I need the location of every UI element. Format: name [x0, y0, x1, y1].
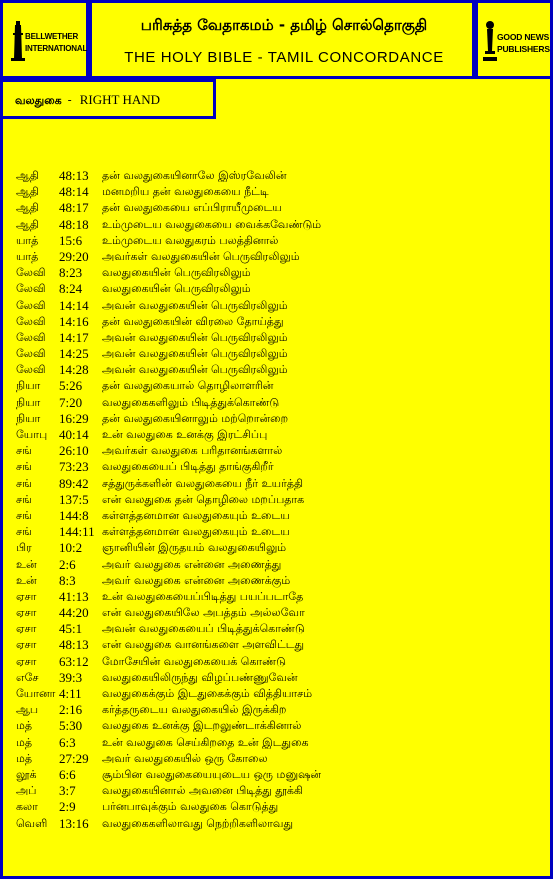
book-name: லேவி — [16, 330, 46, 344]
verse-reference: 5:30 — [59, 718, 83, 734]
book-name: வெளி — [16, 816, 48, 830]
book-name: ஆதி — [16, 185, 39, 199]
book-name: ஆப — [16, 703, 39, 717]
headword-separator: - — [67, 93, 72, 107]
verse-text: அவன் வலதுகையின் பெருவிரலிலும் — [102, 363, 288, 377]
verse-reference: 48:18 — [59, 216, 89, 232]
verse-reference: 48:13 — [59, 637, 89, 653]
book-name: ஏசா — [16, 638, 37, 652]
left-logo-line2: INTERNATIONAL — [25, 44, 88, 53]
book-name: லேவி — [16, 298, 46, 312]
book-name: லூக் — [16, 767, 37, 781]
verse-reference: 2:6 — [59, 556, 76, 572]
verse-reference: 41:13 — [59, 588, 89, 604]
bellwether-logo — [11, 19, 88, 63]
book-name: பிர — [16, 541, 32, 555]
verse-text: அவன் வலதுகையின் பெருவிரலிலும் — [102, 330, 288, 344]
book-name: யோனா — [16, 687, 56, 700]
book-name: மத் — [16, 719, 33, 733]
verse-text: அவர்கள் வலதுகை பரிதானங்களால் — [102, 444, 283, 458]
verse-text: மோசேயின் வலதுகையைக் கொண்டு — [102, 654, 286, 668]
book-name: சங் — [16, 492, 32, 506]
verse-text: உம்முடைய வலதுகரம் பலத்தினால் — [102, 233, 279, 247]
verse-text: கள்ளத்தனமான வலதுகையும் உடைய — [102, 508, 290, 522]
book-name: அப் — [16, 784, 37, 798]
book-name: எசே — [16, 670, 39, 684]
book-name: லேவி — [16, 314, 46, 328]
verse-reference: 14:17 — [59, 329, 89, 345]
verse-text: வலதுகையிலிருந்து விழப்பண்ணுவேன் — [102, 670, 298, 684]
headword-box — [0, 79, 216, 119]
verse-text: அவர் வலதுகையில் ஒரு கோலை — [102, 751, 268, 765]
verse-reference: 16:29 — [59, 410, 89, 426]
verse-text: உன் வலதுகை உனக்கு இரட்சிப்பு — [102, 428, 268, 441]
book-name: உன் — [16, 557, 37, 571]
verse-text: தன் வலதுகையை எப்பிராயீமுடைய — [102, 201, 282, 215]
verse-reference: 14:16 — [59, 313, 89, 329]
verse-reference: 14:14 — [59, 297, 89, 313]
verse-reference: 27:29 — [59, 750, 89, 766]
verse-text: தன் வலதுகையின் விரலை தோய்த்து — [102, 314, 284, 328]
verse-text: அவர் வலதுகை என்னை அணைத்து — [102, 557, 282, 571]
left-logo-box — [0, 0, 89, 79]
verse-reference: 14:28 — [59, 362, 89, 378]
book-name: ஏசா — [16, 606, 37, 620]
right-logo-box — [475, 0, 553, 79]
right-logo-line1: GOOD NEWS — [497, 32, 550, 42]
verse-text: பர்னபாவுக்கும் வலதுகை கொடுத்து — [102, 800, 279, 814]
book-name: லேவி — [16, 266, 46, 280]
verse-text: அவன் வலதுகையின் பெருவிரலிலும் — [102, 347, 288, 361]
verse-text: உன் வலதுகையைப்பிடித்து பயப்படாதே — [102, 589, 304, 603]
right-logo-line2: PUBLISHERS — [497, 44, 550, 54]
verse-text: சூம்பின வலதுகையையுடைய ஒரு மனுஷன் — [102, 767, 322, 781]
verse-reference: 40:14 — [59, 427, 89, 442]
verse-reference: 6:3 — [59, 734, 76, 750]
headword-tamil: வலதுகை — [15, 94, 62, 107]
book-name: கலா — [16, 800, 38, 814]
verse-text: வலதுகைக்கும் இடதுகைக்கும் வித்தியாசம் — [102, 687, 313, 700]
verse-reference: 8:3 — [59, 572, 76, 588]
verse-reference: 5:26 — [59, 378, 83, 394]
verse-reference: 48:13 — [59, 168, 89, 183]
torch-icon — [483, 21, 497, 61]
verse-text: அவர்கள் வலதுகையின் பெருவிரலிலும் — [102, 249, 300, 263]
book-name: யாத் — [16, 233, 39, 247]
good-news-logo — [483, 19, 553, 63]
verse-reference: 29:20 — [59, 248, 89, 264]
lighthouse-icon — [11, 21, 25, 61]
verse-text: என் வலதுகையிலே அபத்தம் அல்லவோ — [102, 606, 305, 620]
title-box — [89, 0, 475, 79]
verse-text: அவன் வலதுகையின் பெருவிரலிலும் — [102, 298, 288, 312]
verse-text: வலதுகையைப் பிடித்து தாங்குகிறீர் — [102, 460, 274, 474]
book-name: சங் — [16, 525, 32, 539]
verse-text: அவர் வலதுகை என்னை அணைக்கும் — [102, 573, 291, 587]
verse-reference: 144:11 — [59, 524, 95, 540]
verse-text: வலதுகைகளிலாவது நெற்றிகளிலாவது — [102, 816, 293, 830]
book-name: நியா — [16, 379, 41, 393]
book-name: ஆதி — [16, 217, 39, 231]
book-name: சங் — [16, 460, 32, 474]
verse-reference: 2:9 — [59, 799, 76, 815]
book-name: யாத் — [16, 249, 39, 263]
verse-reference: 7:20 — [59, 394, 83, 410]
verse-reference: 137:5 — [59, 491, 89, 507]
book-name: நியா — [16, 395, 41, 409]
verse-text: அவன் வலதுகையைப் பிடித்துக்கொண்டு — [102, 622, 305, 636]
verse-text: என் வலதுகை தன் தொழிலை மறப்பதாக — [102, 492, 305, 506]
verse-reference: 8:24 — [59, 281, 83, 297]
verse-reference: 44:20 — [59, 605, 89, 621]
book-name: சங் — [16, 508, 32, 522]
verse-reference: 3:7 — [59, 783, 76, 799]
verse-reference: 15:6 — [59, 232, 83, 248]
verse-text: தன் வலதுகையால் தொழிலாளரின் — [102, 379, 274, 393]
verse-reference: 89:42 — [59, 475, 89, 491]
verse-reference: 4:11 — [59, 686, 82, 701]
verse-text: உம்முடைய வலதுகையை வைக்கவேண்டும் — [102, 217, 322, 231]
verse-reference: 48:17 — [59, 200, 89, 216]
left-logo-line1: BELLWETHER — [25, 32, 79, 41]
book-name: ஏசா — [16, 622, 37, 636]
verse-text: வலதுகையினால் அவனை பிடித்து தூக்கி — [102, 784, 303, 798]
verse-text: என் வலதுகை வானங்களை அளவிட்டது — [102, 638, 305, 652]
book-name: சங் — [16, 476, 32, 490]
verse-reference: 39:3 — [59, 669, 83, 685]
book-name: யோபு — [16, 428, 48, 441]
verse-text: வலதுகையின் பெருவிரலிலும் — [102, 282, 251, 296]
verse-text: சத்துருக்களின் வலதுகையை நீர் உயர்த்தி — [102, 476, 303, 490]
verse-reference: 63:12 — [59, 653, 89, 669]
verse-text: தன் வலதுகையினாலும் மற்றொன்றை — [102, 411, 289, 425]
verse-reference: 73:23 — [59, 459, 89, 475]
verse-reference: 14:25 — [59, 346, 89, 362]
book-name: ஏசா — [16, 589, 37, 603]
verse-text: ஞானியின் இருதயம் வலதுகையிலும் — [102, 541, 287, 555]
book-name: லேவி — [16, 282, 46, 296]
book-name: ஆதி — [16, 201, 39, 215]
verse-text: வலதுகையின் பெருவிரலிலும் — [102, 266, 251, 280]
verse-text: தன் வலதுகையினாலே இஸ்ரவேலின் — [102, 169, 287, 182]
verse-text: கர்த்தருடைய வலதுகையில் இருக்கிற — [102, 703, 287, 717]
verse-reference: 144:8 — [59, 507, 89, 523]
verse-reference: 8:23 — [59, 265, 83, 281]
book-name: லேவி — [16, 347, 46, 361]
verse-text: கள்ளத்தனமான வலதுகையும் உடைய — [102, 525, 290, 539]
headword-english: RIGHT HAND — [79, 92, 161, 107]
book-name: ஏசா — [16, 654, 37, 668]
title-english: THE HOLY BIBLE - TAMIL CONCORDANCE — [124, 49, 444, 66]
verse-reference: 6:6 — [59, 766, 76, 782]
book-name: லேவி — [16, 363, 46, 377]
verse-reference: 45:1 — [59, 621, 83, 637]
verse-text: உன் வலதுகை செய்கிறதை உன் இடதுகை — [102, 735, 309, 749]
verse-reference: 48:14 — [59, 184, 89, 200]
verse-reference: 26:10 — [59, 443, 89, 459]
verse-text: மனமறிய தன் வலதுகையை நீட்டி — [102, 185, 269, 199]
book-name: சங் — [16, 444, 32, 458]
verse-reference: 2:16 — [59, 702, 83, 718]
verse-text: வலதுகை உனக்கு இடறலுண்டாக்கினால் — [102, 719, 302, 733]
verse-text: வலதுகைகளிலும் பிடித்துக்கொண்டு — [102, 395, 280, 409]
book-name: மத் — [16, 735, 33, 749]
book-name: நியா — [16, 411, 41, 425]
book-name: மத் — [16, 751, 33, 765]
verse-reference: 13:16 — [59, 815, 89, 831]
book-name: உன் — [16, 573, 37, 587]
title-tamil: பரிசுத்த வேதாகமம் - தமிழ் சொல்தொகுதி — [140, 16, 428, 34]
verse-reference: 10:2 — [59, 540, 83, 556]
book-name: ஆதி — [16, 169, 39, 182]
